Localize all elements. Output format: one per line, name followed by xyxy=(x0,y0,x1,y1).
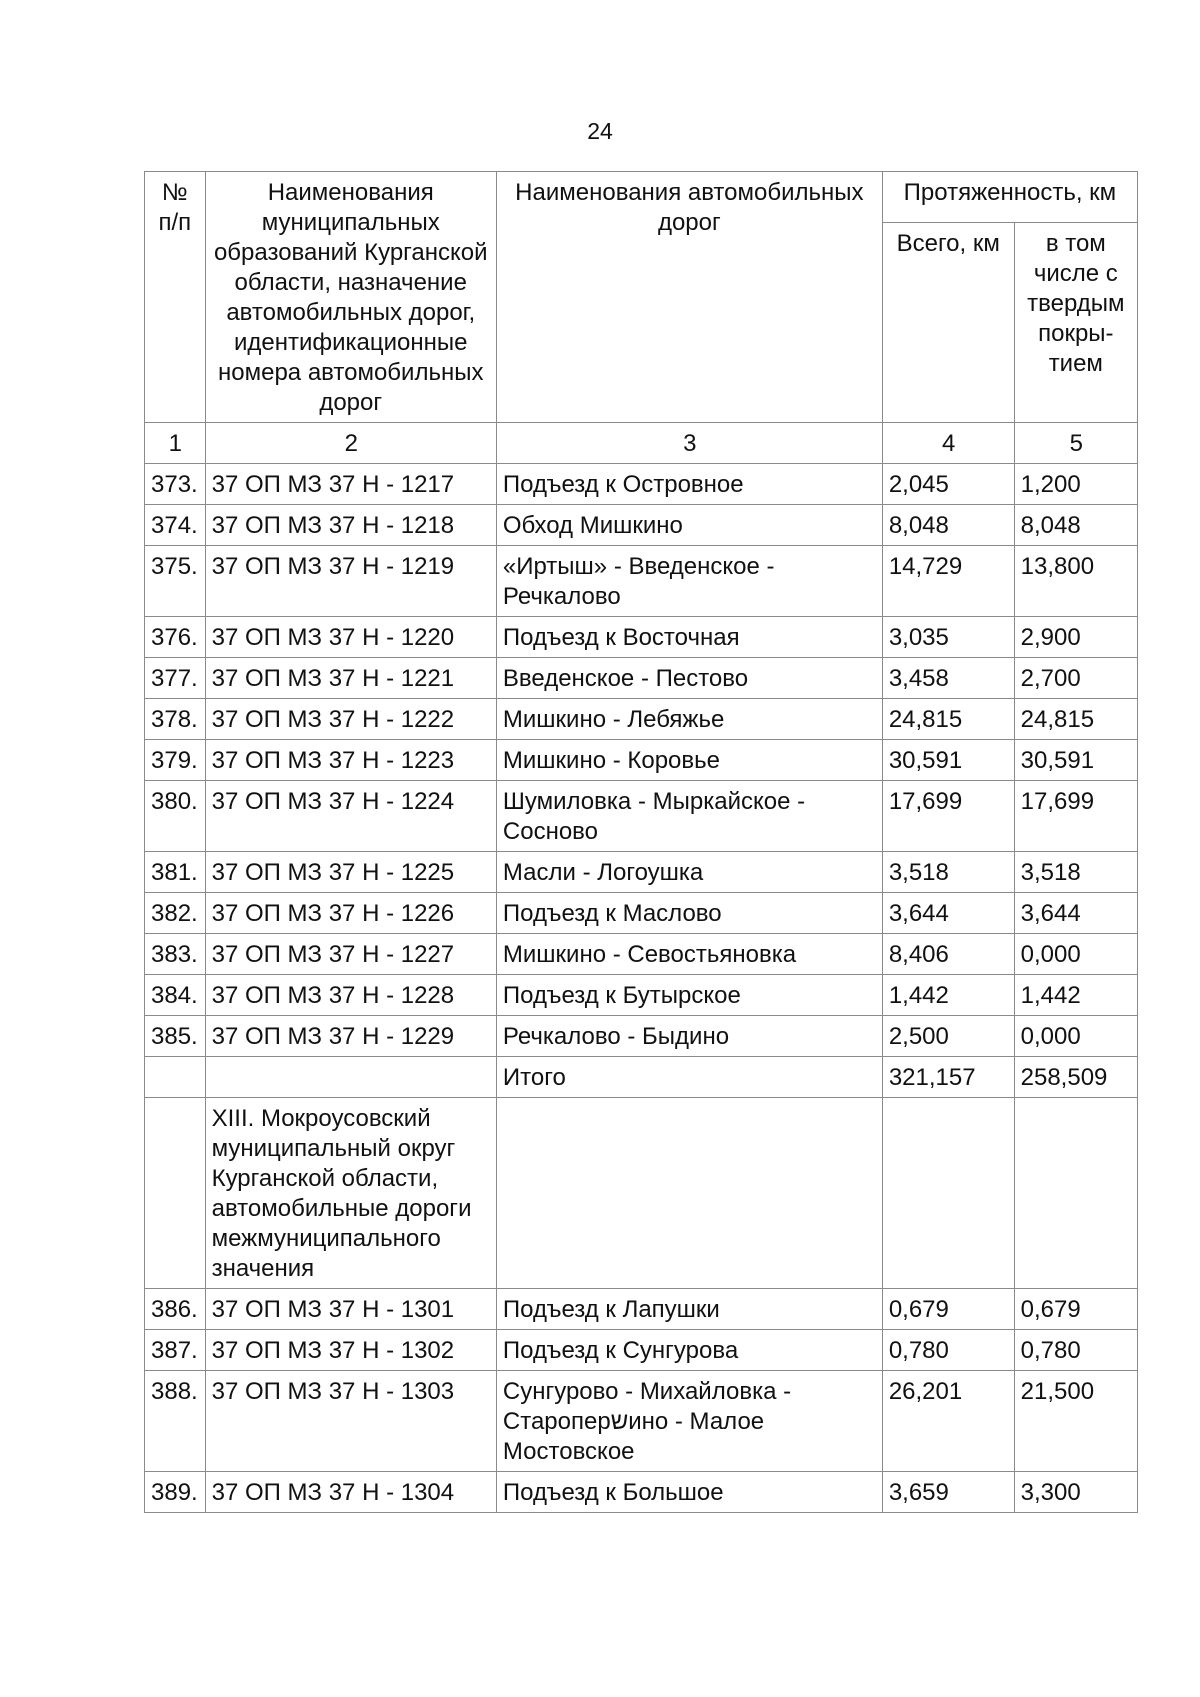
row-number-cell: 386. xyxy=(145,1289,206,1330)
paved-km-cell: 0,000 xyxy=(1014,1016,1137,1057)
total-km-cell: 14,729 xyxy=(882,546,1014,617)
total-km-cell: 3,035 xyxy=(882,617,1014,658)
paved-km-cell: 3,644 xyxy=(1014,893,1137,934)
road-name-cell: Подъезд к Сунгурова xyxy=(496,1330,882,1371)
roads-table xyxy=(144,171,1138,1513)
total-empty-cell xyxy=(145,1057,206,1098)
road-name-cell: Сунгурово - Михайловка - Староперשино - Малое Мостовское xyxy=(496,1371,882,1472)
table-row xyxy=(145,1016,1138,1057)
table-row xyxy=(145,699,1138,740)
total-km-cell: 8,048 xyxy=(882,505,1014,546)
section-empty-cell xyxy=(882,1098,1014,1289)
paved-km-cell: 2,700 xyxy=(1014,658,1137,699)
row-number-cell: 383. xyxy=(145,934,206,975)
paved-km-cell: 0,679 xyxy=(1014,1289,1137,1330)
column-numbers-row xyxy=(145,423,1138,464)
table-row xyxy=(145,1289,1138,1330)
paved-km-cell: 0,000 xyxy=(1014,934,1137,975)
section-title: XIII. Мокроусовский муниципальный округ Курганской области, автомобильные дороги межмуниципального значения xyxy=(205,1098,496,1289)
total-km-cell: 3,644 xyxy=(882,893,1014,934)
header-paved-km: в том числе с твердым покры-тием xyxy=(1014,222,1137,422)
road-id-cell: 37 ОП МЗ 37 Н - 1302 xyxy=(205,1330,496,1371)
row-number-cell: 378. xyxy=(145,699,206,740)
total-paved-km: 258,509 xyxy=(1014,1057,1137,1098)
section-header-row xyxy=(145,1098,1138,1289)
section-empty-cell xyxy=(496,1098,882,1289)
total-km-cell: 26,201 xyxy=(882,1371,1014,1472)
total-km-cell: 2,045 xyxy=(882,464,1014,505)
table-row xyxy=(145,852,1138,893)
row-number-cell: 387. xyxy=(145,1330,206,1371)
total-km-cell: 1,442 xyxy=(882,975,1014,1016)
table-row xyxy=(145,505,1138,546)
road-id-cell: 37 ОП МЗ 37 Н - 1304 xyxy=(205,1472,496,1513)
total-km-cell: 0,679 xyxy=(882,1289,1014,1330)
total-km-cell: 2,500 xyxy=(882,1016,1014,1057)
road-id-cell: 37 ОП МЗ 37 Н - 1225 xyxy=(205,852,496,893)
road-id-cell: 37 ОП МЗ 37 Н - 1224 xyxy=(205,781,496,852)
table-total-section xyxy=(145,1057,1138,1289)
table-row xyxy=(145,934,1138,975)
road-id-cell: 37 ОП МЗ 37 Н - 1303 xyxy=(205,1371,496,1472)
table-body-section-a xyxy=(145,464,1138,1057)
road-id-cell: 37 ОП МЗ 37 Н - 1220 xyxy=(205,617,496,658)
table-row xyxy=(145,658,1138,699)
table-row xyxy=(145,546,1138,617)
road-id-cell: 37 ОП МЗ 37 Н - 1223 xyxy=(205,740,496,781)
column-number: 1 xyxy=(145,423,206,464)
road-id-cell: 37 ОП МЗ 37 Н - 1229 xyxy=(205,1016,496,1057)
road-name-cell: Введенское - Пестово xyxy=(496,658,882,699)
paved-km-cell: 30,591 xyxy=(1014,740,1137,781)
table-header xyxy=(145,172,1138,464)
row-number-cell: 379. xyxy=(145,740,206,781)
road-name-cell: Подъезд к Большое xyxy=(496,1472,882,1513)
header-road-name: Наименования автомобильных дорог xyxy=(496,172,882,423)
road-id-cell: 37 ОП МЗ 37 Н - 1221 xyxy=(205,658,496,699)
row-number-cell: 377. xyxy=(145,658,206,699)
paved-km-cell: 0,780 xyxy=(1014,1330,1137,1371)
road-id-cell: 37 ОП МЗ 37 Н - 1222 xyxy=(205,699,496,740)
total-km-cell: 17,699 xyxy=(882,781,1014,852)
paved-km-cell: 1,200 xyxy=(1014,464,1137,505)
header-municipality: Наименования муниципальных образований Курганской области, назначение автомобильных дорог, идентификационные номера автомобильных дорог xyxy=(205,172,496,423)
total-km-cell: 0,780 xyxy=(882,1330,1014,1371)
total-label: Итого xyxy=(496,1057,882,1098)
table-row xyxy=(145,893,1138,934)
road-name-cell: Подъезд к Лапушки xyxy=(496,1289,882,1330)
total-km-cell: 8,406 xyxy=(882,934,1014,975)
road-name-cell: Речкалово - Быдино xyxy=(496,1016,882,1057)
road-name-cell: Подъезд к Бутырское xyxy=(496,975,882,1016)
road-id-cell: 37 ОП МЗ 37 Н - 1219 xyxy=(205,546,496,617)
table-row xyxy=(145,464,1138,505)
road-name-cell: Обход Мишкино xyxy=(496,505,882,546)
table-row xyxy=(145,1330,1138,1371)
total-km-cell: 3,518 xyxy=(882,852,1014,893)
road-id-cell: 37 ОП МЗ 37 Н - 1301 xyxy=(205,1289,496,1330)
paved-km-cell: 17,699 xyxy=(1014,781,1137,852)
row-number-cell: 380. xyxy=(145,781,206,852)
road-name-cell: Масли - Логоушка xyxy=(496,852,882,893)
table-body-section-b xyxy=(145,1289,1138,1513)
paved-km-cell: 2,900 xyxy=(1014,617,1137,658)
table-row xyxy=(145,617,1138,658)
header-row-number: № п/п xyxy=(145,172,206,423)
paved-km-cell: 1,442 xyxy=(1014,975,1137,1016)
paved-km-cell: 21,500 xyxy=(1014,1371,1137,1472)
table-row xyxy=(145,781,1138,852)
road-name-cell: Подъезд к Восточная xyxy=(496,617,882,658)
table-row xyxy=(145,740,1138,781)
paved-km-cell: 13,800 xyxy=(1014,546,1137,617)
total-km-cell: 3,659 xyxy=(882,1472,1014,1513)
table-row xyxy=(145,1472,1138,1513)
table-row xyxy=(145,1371,1138,1472)
road-name-cell: «Иртыш» - Введенское - Речкалово xyxy=(496,546,882,617)
road-name-cell: Мишкино - Коровье xyxy=(496,740,882,781)
column-number: 3 xyxy=(496,423,882,464)
section-empty-cell xyxy=(1014,1098,1137,1289)
road-name-cell: Мишкино - Лебяжье xyxy=(496,699,882,740)
paved-km-cell: 3,518 xyxy=(1014,852,1137,893)
paved-km-cell: 8,048 xyxy=(1014,505,1137,546)
row-number-cell: 382. xyxy=(145,893,206,934)
row-number-cell: 375. xyxy=(145,546,206,617)
total-km-cell: 30,591 xyxy=(882,740,1014,781)
column-number: 4 xyxy=(882,423,1014,464)
road-name-cell: Подъезд к Маслово xyxy=(496,893,882,934)
total-km-cell: 3,458 xyxy=(882,658,1014,699)
page-number: 24 xyxy=(587,118,613,144)
road-id-cell: 37 ОП МЗ 37 Н - 1217 xyxy=(205,464,496,505)
column-number: 2 xyxy=(205,423,496,464)
row-number-cell: 388. xyxy=(145,1371,206,1472)
row-number-cell: 384. xyxy=(145,975,206,1016)
total-km-cell: 24,815 xyxy=(882,699,1014,740)
road-id-cell: 37 ОП МЗ 37 Н - 1227 xyxy=(205,934,496,975)
row-number-cell: 381. xyxy=(145,852,206,893)
total-km: 321,157 xyxy=(882,1057,1014,1098)
table-row xyxy=(145,975,1138,1016)
header-length-group: Протяженность, км xyxy=(882,172,1137,223)
total-row xyxy=(145,1057,1138,1098)
paved-km-cell: 3,300 xyxy=(1014,1472,1137,1513)
road-name-cell: Подъезд к Островное xyxy=(496,464,882,505)
road-id-cell: 37 ОП МЗ 37 Н - 1228 xyxy=(205,975,496,1016)
road-name-cell: Мишкино - Севостьяновка xyxy=(496,934,882,975)
row-number-cell: 374. xyxy=(145,505,206,546)
column-number: 5 xyxy=(1014,423,1137,464)
row-number-cell: 373. xyxy=(145,464,206,505)
total-empty-cell xyxy=(205,1057,496,1098)
row-number-cell: 376. xyxy=(145,617,206,658)
section-empty-cell xyxy=(145,1098,206,1289)
road-name-cell: Шумиловка - Мыркайское - Сосново xyxy=(496,781,882,852)
row-number-cell: 385. xyxy=(145,1016,206,1057)
road-id-cell: 37 ОП МЗ 37 Н - 1226 xyxy=(205,893,496,934)
row-number-cell: 389. xyxy=(145,1472,206,1513)
header-total-km: Всего, км xyxy=(882,222,1014,422)
paved-km-cell: 24,815 xyxy=(1014,699,1137,740)
road-id-cell: 37 ОП МЗ 37 Н - 1218 xyxy=(205,505,496,546)
